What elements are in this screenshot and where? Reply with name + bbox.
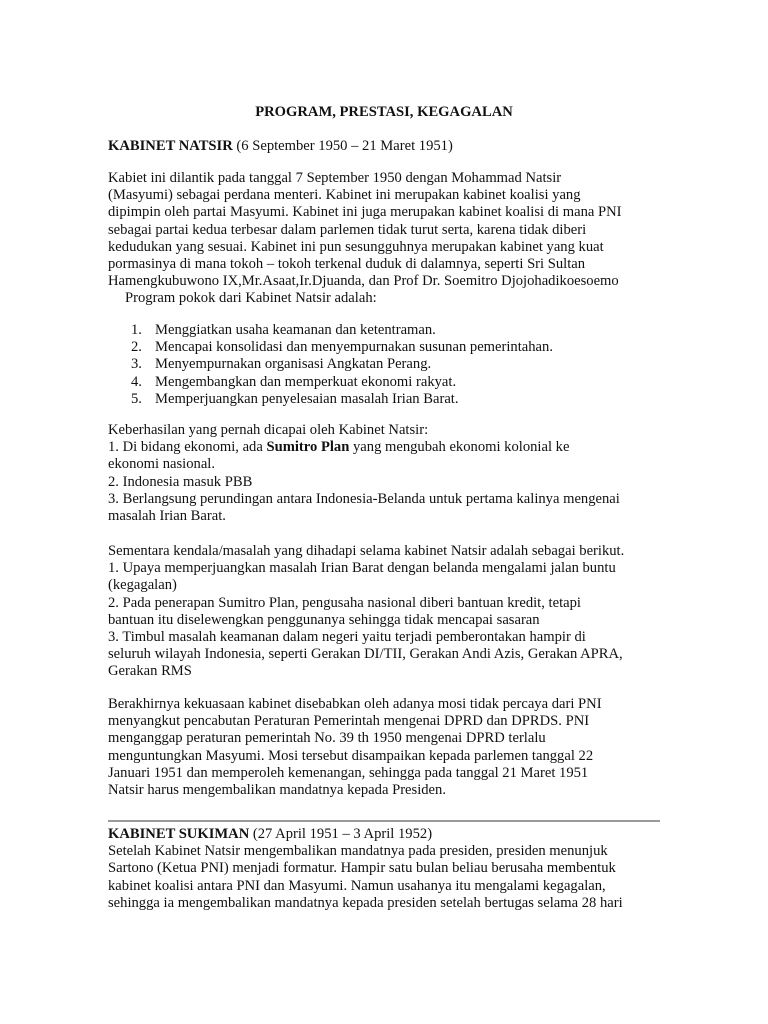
list-number: 5. (131, 390, 142, 407)
ending-paragraph (108, 696, 660, 799)
intro-paragraph (108, 170, 660, 308)
section-name: KABINET SUKIMAN (108, 826, 250, 842)
list-item (131, 373, 553, 391)
text-line: Gerakan RMS (108, 663, 192, 680)
text-line: Berakhirnya kekuasaan kabinet disebabkan oleh adanya mosi tidak percaya dari PNI (108, 696, 602, 712)
list-item (131, 322, 553, 339)
text-line: Januari 1951 dan memperoleh kemenangan, sehingga pada tanggal 21 Maret 1951 (108, 764, 589, 781)
section-heading-natsir (108, 138, 453, 155)
text-line: Hamengkubuwono IX,Mr.Asaat,Ir.Djuanda, dan Prof Dr. Soemitro Djojohadikoesoemo (108, 273, 619, 290)
text-line: 2. Pada penerapan Sumitro Plan, pengusaha nasional diberi bantuan kredit, tetapi (108, 594, 581, 611)
problems-block (108, 543, 660, 681)
text-line: 3. Timbul masalah keamanan dalam negeri yaitu terjadi pemberontakan hampir di (108, 629, 586, 646)
text-line (108, 439, 660, 456)
text-line: 2. Indonesia masuk PBB (108, 473, 253, 490)
program-intro: Program pokok dari Kabinet Natsir adalah: (125, 290, 377, 307)
text-line: bantuan itu diselewengkan penggunanya sehingga tidak mencapai sasaran (108, 611, 540, 628)
text-line: pormasinya di mana tokoh – tokoh terkenal duduk di dalamnya, seperti Sri Sultan (108, 256, 586, 273)
text-line: (kegagalan) (108, 577, 177, 594)
sukiman-section (108, 826, 660, 912)
text-line: menganggap peraturan pemerintah No. 39 th 1950 mengenai DPRD terlalu (108, 730, 546, 747)
achievements-block (108, 422, 660, 525)
text-line: sehingga ia mengembalikan mandatnya kepada presiden setelah bertugas selama 28 hari (108, 894, 623, 911)
list-text: Menggiatkan usaha keamanan dan ketentraman. (155, 322, 436, 338)
achievements-heading: Keberhasilan yang pernah dicapai oleh Kabinet Natsir: (108, 422, 429, 438)
list-item (131, 339, 553, 356)
list-number: 3. (131, 356, 142, 373)
section-name: KABINET NATSIR (108, 138, 233, 154)
section-dates: (27 April 1951 – 3 April 1952) (249, 826, 433, 842)
list-item (131, 356, 553, 373)
text-line: kedudukan yang sesuai. Kabinet ini pun sesungguhnya merupakan kabinet yang kuat (108, 238, 604, 255)
text-line: 1. Upaya memperjuangkan masalah Irian Barat dengan belanda mengalami jalan buntu (108, 560, 616, 577)
text-line: 3. Berlangsung perundingan antara Indonesia-Belanda untuk pertama kalinya mengenai (108, 490, 620, 507)
text-line: Sartono (Ketua PNI) menjadi formatur. Hampir satu bulan beliau berusaha membentuk (108, 860, 616, 877)
text-line: (Masyumi) sebagai perdana menteri. Kabinet ini merupakan kabinet koalisi yang (108, 187, 581, 204)
text-line: menguntungkan Masyumi. Mosi tersebut disampaikan kepada parlemen tanggal 22 (108, 747, 594, 764)
text-line: menyangkut pencabutan Peraturan Pemerintah mengenai DPRD dan DPRDS. PNI (108, 713, 590, 730)
text-span: yang mengubah ekonomi kolonial ke (349, 439, 570, 456)
problems-heading: Sementara kendala/masalah yang dihadapi selama kabinet Natsir adalah sebagai berikut. (108, 543, 625, 559)
list-text: Menyempurnakan organisasi Angkatan Perang. (155, 356, 432, 373)
list-text: Mengembangkan dan memperkuat ekonomi rakyat. (155, 373, 457, 390)
section-heading-sukiman (108, 826, 660, 843)
text-line: Kabiet ini dilantik pada tanggal 7 September 1950 dengan Mohammad Natsir (108, 170, 562, 186)
text-span: 1. Di bidang ekonomi, ada (108, 439, 267, 456)
sumitro-plan-term: Sumitro Plan (266, 439, 350, 456)
list-item (131, 390, 553, 408)
list-number: 4. (131, 373, 142, 390)
list-number: 1. (131, 322, 142, 338)
text-line: seluruh wilayah Indonesia, seperti Gerakan DI/TII, Gerakan Andi Azis, Gerakan APRA, (108, 646, 623, 663)
text-line: dipimpin oleh partai Masyumi. Kabinet ini juga merupakan kabinet koalisi di mana PNI (108, 204, 622, 221)
list-number: 2. (131, 339, 142, 356)
list-text: Memperjuangkan penyelesaian masalah Irian Barat. (155, 390, 459, 407)
section-dates: (6 September 1950 – 21 Maret 1951) (232, 138, 453, 154)
list-text: Mencapai konsolidasi dan menyempurnakan susunan pemerintahan. (155, 339, 553, 356)
text-line: Natsir harus mengembalikan mandatnya kepada Presiden. (108, 782, 446, 799)
program-list (108, 322, 553, 408)
text-line: Setelah Kabinet Natsir mengembalikan mandatnya pada presiden, presiden menunjuk (108, 843, 608, 860)
text-line: masalah Irian Barat. (108, 508, 226, 525)
text-line: sebagai partai kedua terbesar dalam parlemen tidak turut serta, karena tidak diberi (108, 221, 587, 238)
text-line: ekonomi nasional. (108, 456, 216, 473)
section-divider (108, 820, 660, 822)
document-title: PROGRAM, PRESTASI, KEGAGALAN (255, 104, 513, 120)
text-line: kabinet koalisi antara PNI dan Masyumi. Namun usahanya itu mengalami kegagalan, (108, 877, 606, 894)
